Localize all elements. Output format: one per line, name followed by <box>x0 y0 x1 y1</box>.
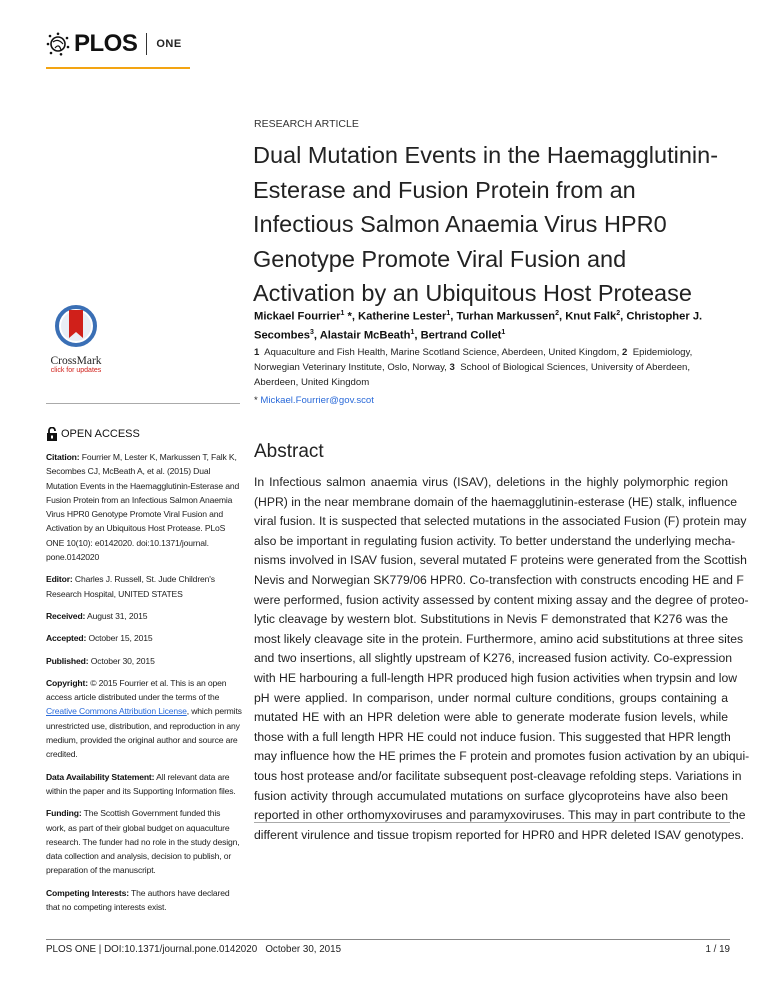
affil-text: Epidemiology, Norwegian Veterinary Institute, Oslo, Norway, <box>254 347 693 373</box>
affil-num: 3 <box>449 362 455 373</box>
author[interactable]: Bertrand Collet <box>420 329 502 342</box>
author-affil-sup: 1 <box>501 329 506 337</box>
title-line: Dual Mutation Events in the Haemagglutinin- <box>253 142 719 168</box>
author-affil-sup: 1 <box>340 310 345 317</box>
open-access-badge <box>46 427 140 441</box>
article-title <box>253 138 743 311</box>
crossmark-badge[interactable] <box>46 304 106 374</box>
abstract-line: also be important in regulating fusion activity. To better understand the underlying mecha- <box>254 533 736 548</box>
open-lock-icon <box>46 427 58 441</box>
author[interactable]: Katherine Lester <box>358 310 447 323</box>
author-affil-sup: 1 <box>446 310 451 317</box>
affil-text: Aquaculture and Fish Health, Marine Scotland Science, Aberdeen, United Kingdom, <box>264 347 620 358</box>
crossmark-title: CrossMark <box>50 355 102 367</box>
logo-subtext: ONE <box>156 38 182 50</box>
abstract-line: with HE harbouring a full-length HPR produced high fusion activities when trypsin and low <box>254 670 738 685</box>
published-date: Published: October 30, 2015 <box>46 655 155 666</box>
title-line: Infectious Salmon Anaemia Virus HPR0 <box>253 211 667 237</box>
abstract-line: those with a full length HPR HE could not induce fusion. This suggested that HPR length <box>254 729 731 744</box>
abstract-line: viral fusion. It is suspected that selected mutations in the associated Fusion (F) protein may <box>254 514 747 529</box>
abstract-line: nisms involved in ISAV fusion, several mutated F proteins were generated from the Scottish <box>254 553 747 568</box>
author[interactable]: Knut Falk <box>565 310 617 323</box>
abstract-line: tous host protease and/or facilitate subsequent post-cleavage refolding steps. Variations in <box>254 768 742 783</box>
page-number: 1 / 19 <box>705 944 730 955</box>
author[interactable]: Alastair McBeath <box>319 329 411 342</box>
title-line: Esterase and Fusion Protein from an <box>253 176 636 203</box>
author-affil-sup: 3 <box>309 329 314 337</box>
abstract-line: pH were applied. In comparison, under normal culture conditions, groups containing a <box>254 690 728 705</box>
corresponding-email: * Mickael.Fourrier@gov.scot <box>254 395 374 406</box>
affil-num: 2 <box>622 347 628 358</box>
footer-doi: PLOS ONE | DOI:10.1371/journal.pone.0142020 <box>46 944 258 955</box>
footer-date: October 30, 2015 <box>265 944 342 955</box>
crossmark-subtitle: click for updates <box>50 367 102 374</box>
crossmark-icon <box>54 304 98 348</box>
author[interactable]: Mickael Fourrier <box>254 310 341 323</box>
title-line: Genotype Promote Viral Fusion and <box>253 245 627 272</box>
abstract-line: (HPR) in the near membrane domain of the haemagglutinin-esterase (HE) stalk, influence <box>254 494 737 509</box>
plos-one-logo[interactable] <box>46 30 182 58</box>
abstract-line: and two insertions, all slightly upstream of K276, increased fusion activity. Co-expression <box>254 651 733 666</box>
author[interactable]: Turhan Markussen <box>456 310 556 323</box>
article-type: RESEARCH ARTICLE <box>254 118 359 130</box>
footer-citation <box>46 944 341 955</box>
data-availability: Data Availability Statement: All relevant data are within the paper and its Supporting Information files. <box>46 771 236 796</box>
author-affil-sup: 1 <box>410 329 415 337</box>
footer-rule <box>46 939 730 940</box>
abstract-line: In Infectious salmon anaemia virus (ISAV), deletions in the highly polymorphic region <box>254 475 728 489</box>
author-affil-sup: 2 <box>555 310 559 317</box>
affil-text: School of Biological Sciences, University of Aberdeen, Aberdeen, United Kingdom <box>254 362 691 388</box>
abstract-line: mutated HE with an HPR deletion were able to generate moderate fusion levels, while <box>254 710 728 725</box>
abstract-line: Nevis and Norwegian SK779/06 HPR0. Co-transfection with constructs encoding HE and F <box>254 572 744 587</box>
abstract-line: may influence how the HE primes the F protein and promotes fusion activation by an ubiqui- <box>254 749 750 764</box>
license-link[interactable]: Creative Commons Attribution License <box>46 706 187 717</box>
abstract-line: were performed, fusion activity assessed by content mixing assay and the degree of proteo- <box>254 592 749 607</box>
title-line: Activation by an Ubiquitous Host Protease <box>253 280 692 306</box>
abstract-line: most likely cleavage site in the protein. Furthermore, amino acid substitutions at three sites <box>254 631 744 646</box>
sidebar-rule <box>46 403 240 404</box>
author-list: Mickael Fourrier$^1$ *, Katherine Lester$^1$, Turhan Markussen$^2$, Knut Falk$^2$, Christopher J. Secombes$^3$, Alastair McBeath$^1$, Bertrand Collet$^1$ <box>254 310 703 342</box>
plos-globe-icon <box>46 32 70 56</box>
competing-interests: Competing Interests: The authors have declared that no competing interests exist. <box>46 887 230 913</box>
author-affil-sup: 2 <box>616 310 621 317</box>
open-access-label: OPEN ACCESS <box>61 428 140 440</box>
abstract-heading: Abstract <box>254 441 324 462</box>
affiliations <box>254 345 730 390</box>
accepted-date: Accepted: October 15, 2015 <box>46 633 153 644</box>
corresponding-mark: * <box>344 310 352 323</box>
logo-divider <box>146 33 147 55</box>
received-date: Received: August 31, 2015 <box>46 610 148 621</box>
abstract-line: fusion activity through accumulated mutations on surface glycoproteins have also been <box>254 788 728 803</box>
header-rule <box>46 67 190 69</box>
affil-num: 1 <box>254 347 260 358</box>
author[interactable]: Christopher J. Secombes <box>254 310 703 342</box>
funding: Funding: The Scottish Government funded this work, as part of their global budget on aquaculture research. The funder had no role in the study design, data collection and analysis, decision to publish, or preparation of the manuscript. <box>46 808 240 876</box>
email-link[interactable]: Mickael.Fourrier@gov.scot <box>260 395 374 406</box>
copyright: Copyright: © 2015 Fourrier et al. This is an open access article distributed under the terms of the Creative Commons Attribution License, which permits unrestricted use, distribution, and reproduction in any medium, provided the original author and source are credited. <box>46 677 242 760</box>
editor: Editor: Charles J. Russell, St. Jude Children's Research Hospital, UNITED STATES <box>46 574 215 599</box>
abstract-line: reported in other orthomyxoviruses and paramyxoviruses. This may in part contribute to the <box>254 808 746 823</box>
abstract-line: lytic cleavage by western blot. Substitutions in Nevis F demonstrated that K276 was the <box>254 612 728 627</box>
abstract-body <box>254 473 750 845</box>
abstract-rule <box>254 822 730 823</box>
article-info-sidebar <box>46 450 242 922</box>
citation: Citation: Fourrier M, Lester K, Markussen T, Falk K, Secombes CJ, McBeath A, et al. (2015) Dual Mutation Events in the Haemagglutinin-Esterase and Fusion Protein from an Infectious Salmon Anaemia Virus HPR0 Genotype Promote Viral Fusion and Activation by an Ubiquitous Host Protease. PLoS ONE 10(10): e0142020. doi:10.1371/journal. pone.0142020 <box>46 452 240 563</box>
logo-text: PLOS <box>74 30 138 57</box>
abstract-line: different virulence and tissue tropism reported for HPR0 and HPR deleted ISAV genotypes. <box>254 827 745 842</box>
